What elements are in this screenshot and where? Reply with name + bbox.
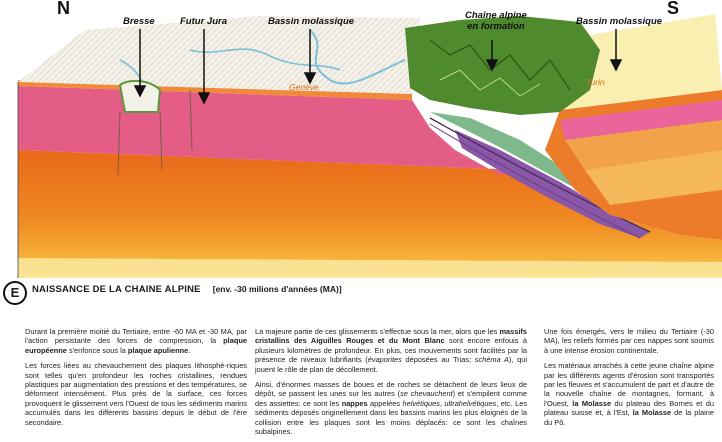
paragraph: Ainsi, d'énormes masses de boues et de roches se détachent de leurs lieux de dépôt, se passent les unes sur les autres (se chevauchent) et s'empilent comme des assiettes: ce sont les nappes appelées helvétiques, ultrahelvétiques, etc. Les sédiments déposés originellement dans les bassins marins les plus éloignés de la collision entre les plaques sont les moins déplacés: ce sont les chaînes subalpines.	[255, 380, 528, 437]
section-subtitle: [env. -30 milions d'années (MA)]	[212, 284, 342, 294]
text-column-3	[544, 327, 714, 433]
paragraph: Une fois émergés, vers le milieu du Tertiaire (-30 MA), les reliefs formés par ces nappes sont soumis à une intense érosion continentale.	[544, 327, 714, 355]
text-column-1	[25, 327, 247, 433]
label-bassin-molassique-left: Bassin molassique	[268, 16, 355, 27]
city-geneve: Genève	[289, 82, 319, 92]
label-bassin-molassique-right: Bassin molassique	[576, 16, 663, 27]
section-badge: E	[3, 281, 27, 305]
label-chaine-alpine: Chaîne alpine en formation	[465, 10, 527, 32]
section-title-text: NAISSANCE DE LA CHAINE ALPINE	[32, 284, 201, 295]
paragraph: Les forces liées au chevauchement des plaques lithosphé-riques sont telles qu'en profondeur les roches cristallines, rendues plastiques par augmentation des pressions et des températures, se déforment intensément. Plus près de la surface, ces forces provoquent le glissement vers l'Ouest de tous les sédiments marins accumulés dans les différents bassins depuis le début de l'ère secondaire.	[25, 361, 247, 427]
label-bresse: Bresse	[123, 16, 155, 27]
paragraph: Les matériaux arrachés à cette jeune chaîne alpine par les différents agents d'érosion sont transportés par les fleuves et s'accumulent de part et d'autre de la nouvelle chaîne de montagnes, formant, à l'Ouest, la Molasse du plateau des Bornes et du plateau suisse et, à l'Est, la Molasse de la plaine du Pô.	[544, 361, 714, 427]
south-label: S	[667, 0, 680, 18]
city-turin: Turin	[586, 77, 605, 87]
label-futur-jura: Futur Jura	[180, 16, 227, 27]
paragraph: Durant la première moitié du Tertiaire, entre -60 MA et -30 MA, par l'action persistante des forces de compression, la plaque européenne s'enfonce sous la plaque apulienne.	[25, 327, 247, 355]
section-title	[32, 284, 342, 295]
paragraph: La majeure partie de ces glissements s'effectue sous la mer, alors que les massifs cristallins des Aiguilles Rouges et du Mont Blanc sont encore enfouis à plusieurs kilomètres de profondeur. En plus, ces mouvements sont facilités par la présence de niveaux lubrifiants (évaporites déposées au Trias; schéma A), qui jouent le rôle de plan de décollement.	[255, 327, 528, 374]
text-column-2	[255, 327, 527, 442]
north-label: N	[57, 0, 70, 18]
